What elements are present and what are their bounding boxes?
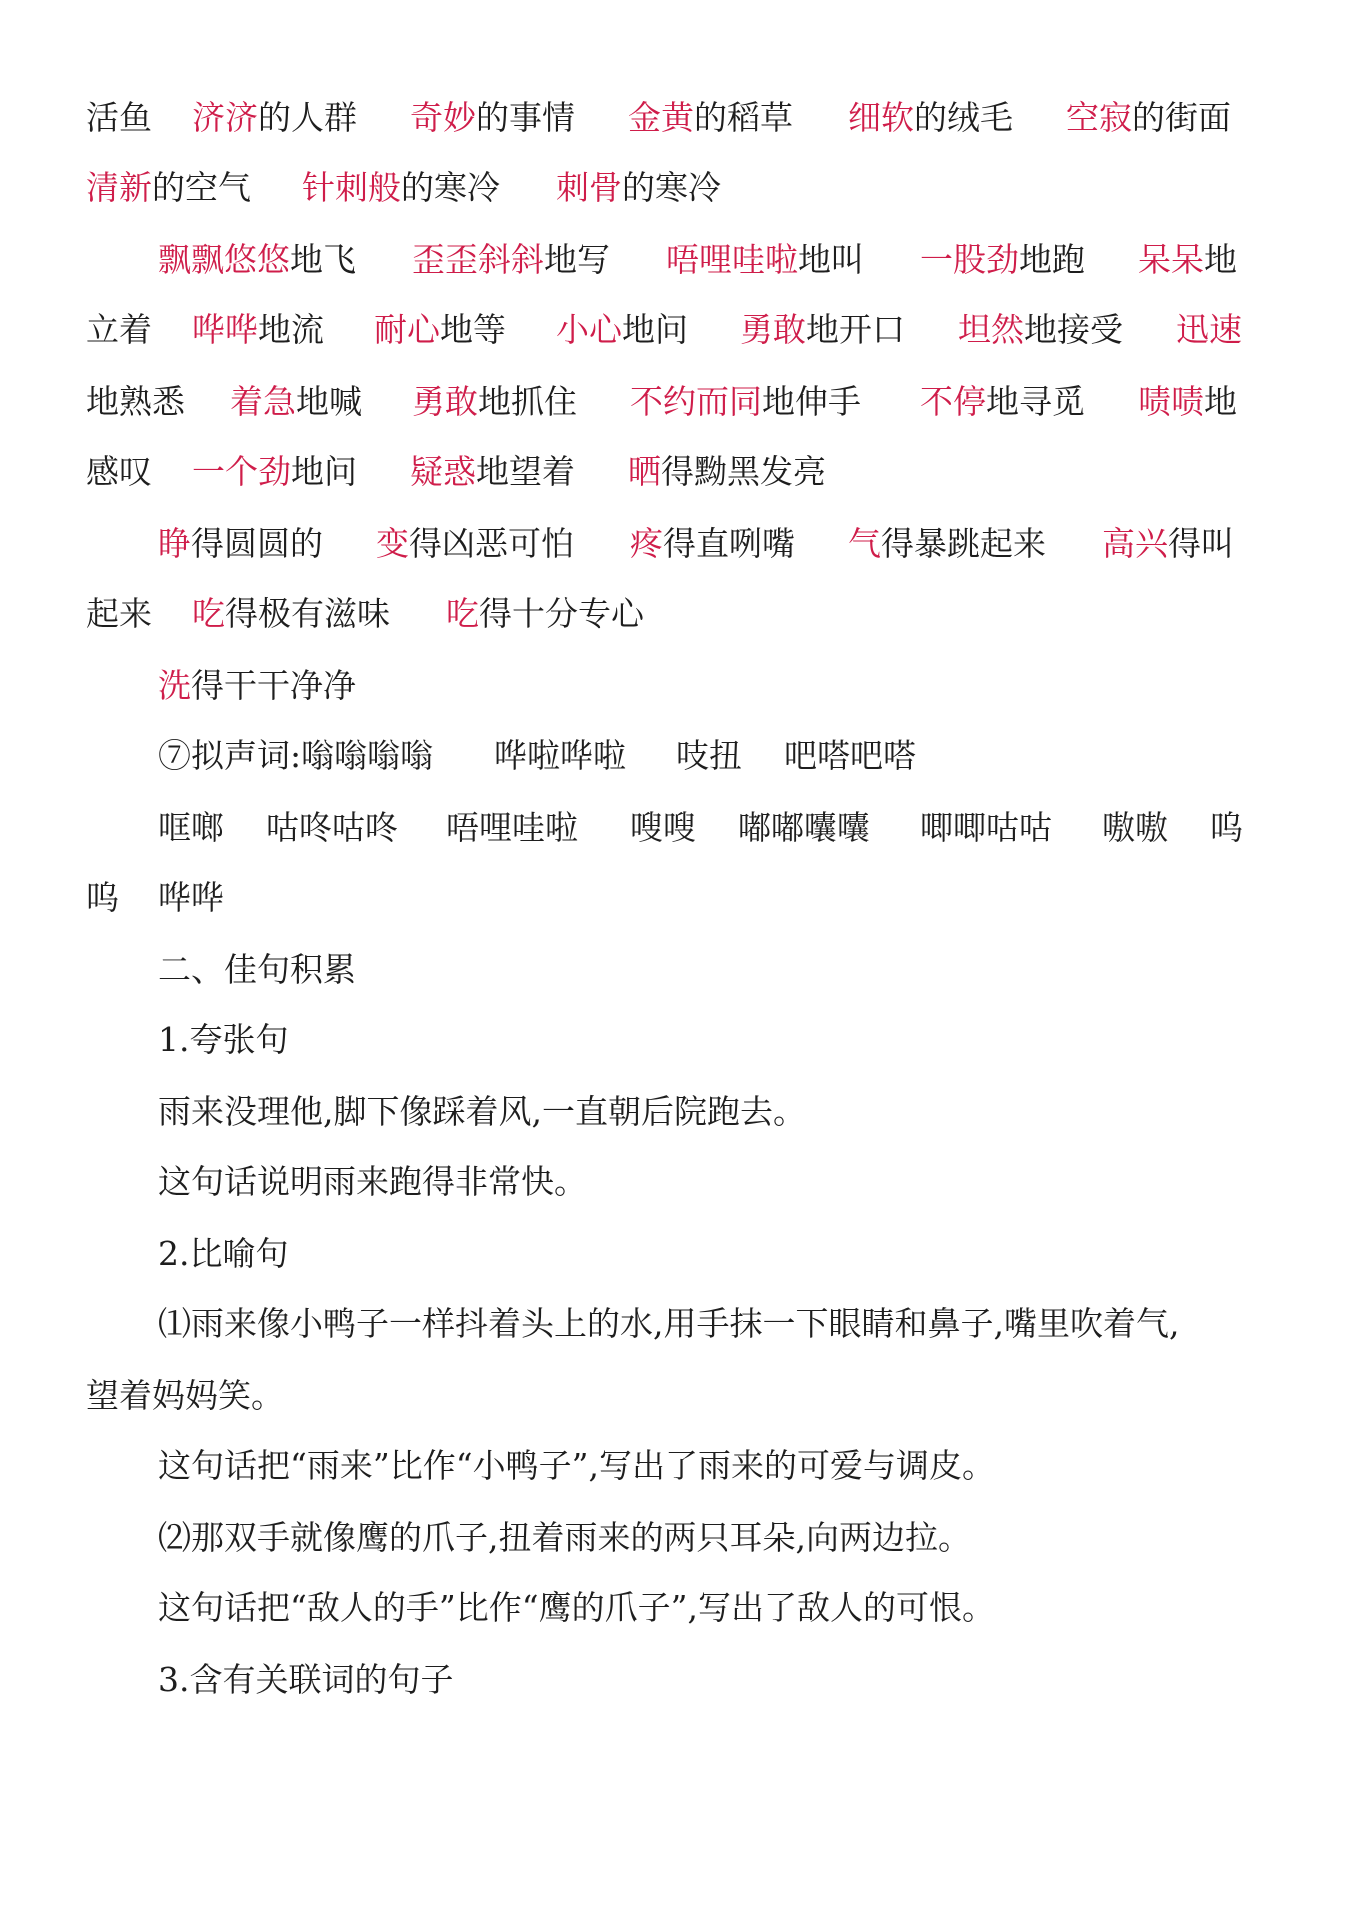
phrase: 变得凶恶可怕 [376, 524, 574, 563]
phrase: 耐心地等 [374, 310, 506, 349]
phrase: 感叹 [86, 452, 152, 491]
phrase: 清新的空气 [86, 168, 251, 207]
phrase: 不约而同地伸手 [630, 382, 861, 421]
onomatopoeia-heading: ⑦拟声词:嗡嗡嗡嗡 [158, 736, 434, 775]
subsection-title-text: 3.含有关联词的句子 [158, 1660, 454, 1699]
sentence-text-content: 雨来没理他,脚下像踩着风,一直朝后院跑去。 [158, 1092, 806, 1131]
phrase: 啧啧地 [1138, 382, 1237, 421]
phrase: 一股劲地跑 [920, 240, 1085, 279]
sentence-note-content: 这句话把“雨来”比作“小鸭子”,写出了雨来的可爱与调皮。 [158, 1446, 995, 1485]
word: 唔哩哇啦 [446, 808, 578, 847]
phrase: 济济的人群 [192, 98, 357, 137]
phrase: 洗得干干净净 [158, 666, 356, 705]
sentence-note-content: 这句话把“敌人的手”比作“鹰的爪子”,写出了敌人的可恨。 [158, 1588, 995, 1627]
phrase: 着急地喊 [230, 382, 362, 421]
phrase: 刺骨的寒冷 [556, 168, 721, 207]
phrase: 金黄的稻草 [628, 98, 793, 137]
word: 嘟嘟囔囔 [738, 808, 870, 847]
section-title-text: 二、佳句积累 [158, 950, 356, 989]
phrase: 高兴得叫 [1102, 524, 1234, 563]
sentence-note-content: 这句话说明雨来跑得非常快。 [158, 1162, 587, 1201]
word: 哐啷 [158, 808, 224, 847]
phrase: 歪歪斜斜地写 [412, 240, 610, 279]
phrase: 活鱼 [86, 98, 152, 137]
phrase: 立着 [86, 310, 152, 349]
sentence-text-content: 望着妈妈笑。 [86, 1376, 284, 1415]
phrase: 晒得黝黑发亮 [628, 452, 826, 491]
phrase: 唔哩哇啦地叫 [666, 240, 864, 279]
phrase: 一个劲地问 [192, 452, 357, 491]
word: 嗷嗷 [1102, 808, 1168, 847]
word: 唧唧咕咕 [920, 808, 1052, 847]
word: 咕咚咕咚 [266, 808, 398, 847]
phrase: 奇妙的事情 [410, 98, 575, 137]
phrase: 空寂的街面 [1066, 98, 1231, 137]
phrase: 坦然地接受 [958, 310, 1123, 349]
phrase: 飘飘悠悠地飞 [158, 240, 356, 279]
phrase: 睁得圆圆的 [158, 524, 323, 563]
sentence-text-content: ⑴雨来像小鸭子一样抖着头上的水,用手抹一下眼睛和鼻子,嘴里吹着气, [158, 1304, 1180, 1343]
phrase: 起来 [86, 594, 152, 633]
phrase: 疼得直咧嘴 [630, 524, 795, 563]
word: 哗啦哗啦 [494, 736, 626, 775]
word: 吧嗒吧嗒 [784, 736, 916, 775]
phrase: 疑惑地望着 [410, 452, 575, 491]
subsection-title-text: 1.夸张句 [158, 1020, 289, 1059]
phrase: 呆呆地 [1138, 240, 1237, 279]
phrase: 气得暴跳起来 [848, 524, 1046, 563]
phrase: 不停地寻觅 [920, 382, 1085, 421]
word: 嗖嗖 [630, 808, 696, 847]
word: 呜 [1210, 808, 1243, 847]
subsection-title-text: 2.比喻句 [158, 1234, 289, 1273]
phrase: 吃得十分专心 [446, 594, 644, 633]
phrase: 针刺般的寒冷 [302, 168, 500, 207]
phrase: 小心地问 [556, 310, 688, 349]
word: 呜 [86, 878, 119, 917]
phrase: 勇敢地开口 [740, 310, 905, 349]
word: 吱扭 [676, 736, 742, 775]
sentence-text-content: ⑵那双手就像鹰的爪子,扭着雨来的两只耳朵,向两边拉。 [158, 1518, 971, 1557]
phrase: 哗哗地流 [192, 310, 324, 349]
phrase: 地熟悉 [86, 382, 185, 421]
word: 哗哗 [158, 878, 224, 917]
phrase: 勇敢地抓住 [412, 382, 577, 421]
phrase: 迅速 [1176, 310, 1242, 349]
phrase: 吃得极有滋味 [192, 594, 390, 633]
phrase: 细软的绒毛 [848, 98, 1013, 137]
